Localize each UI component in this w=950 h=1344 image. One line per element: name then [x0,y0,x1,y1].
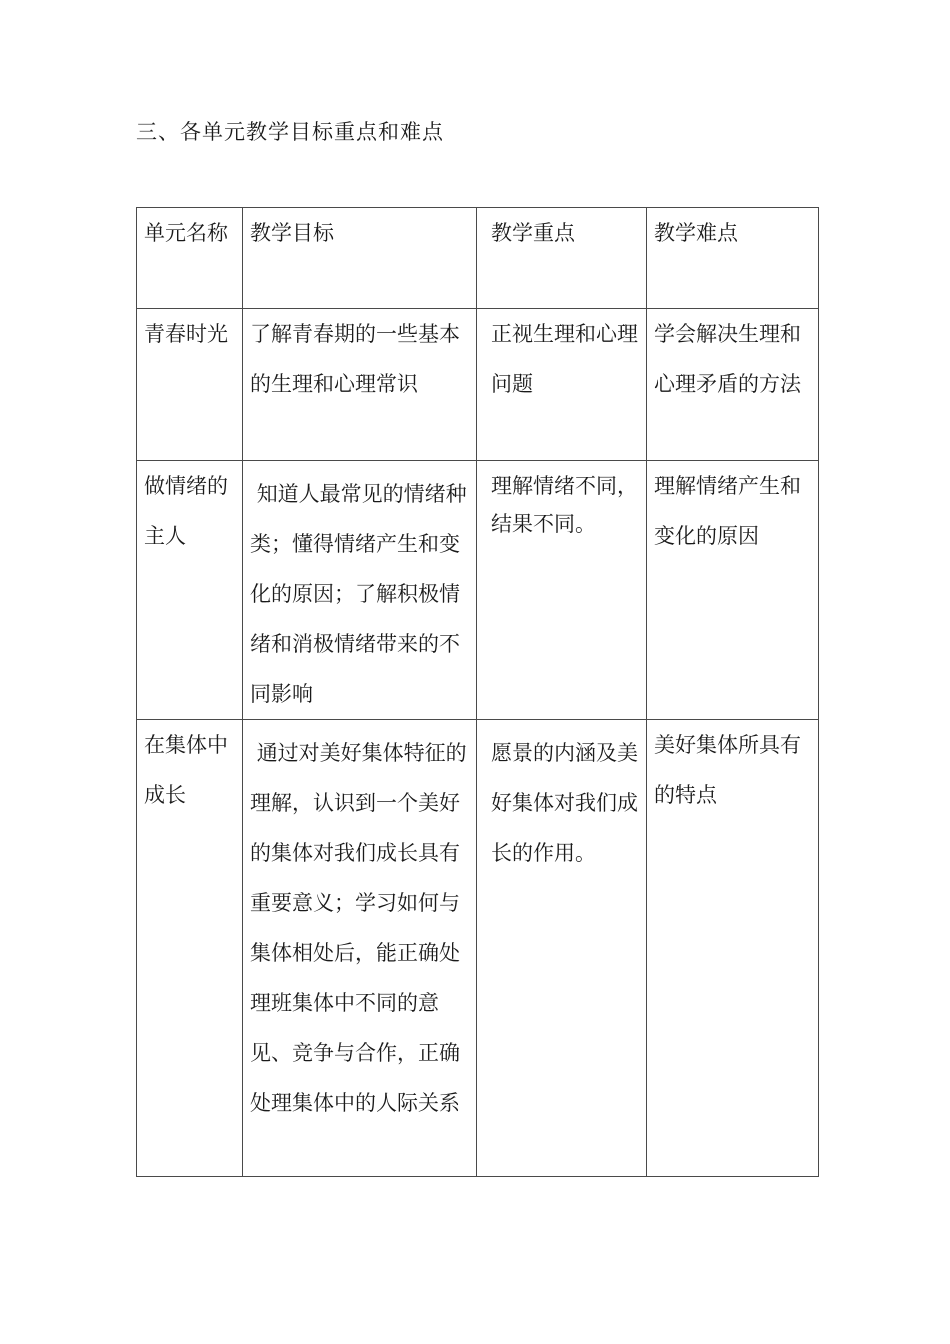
cell-key-point: 正视生理和心理问题 [477,309,647,461]
cell-teaching-goal: 了解青春期的一些基本的生理和心理常识 [243,309,477,461]
cell-difficulty: 理解情绪产生和变化的原因 [647,461,819,720]
cell-key-point [477,461,647,720]
cell-unit-name: 在集体中成长 [137,720,243,1177]
key-point-line-2: 结果不同。 [491,512,596,536]
cell-unit-name: 做情绪的主人 [137,461,243,720]
header-teaching-goal: 教学目标 [243,208,477,309]
header-unit-name: 单元名称 [137,208,243,309]
unit-objectives-table [136,207,819,1177]
key-point-line-1: 理解情绪不同， [491,474,638,498]
cell-unit-name: 青春时光 [137,309,243,461]
header-key-point: 教学重点 [477,208,647,309]
cell-difficulty: 学会解决生理和心理矛盾的方法 [647,309,819,461]
cell-key-point: 愿景的内涵及美好集体对我们成长的作用。 [477,720,647,1177]
table-row [137,461,819,720]
table-row [137,309,819,461]
cell-teaching-goal: 知道人最常见的情绪种类；懂得情绪产生和变化的原因；了解积极情绪和消极情绪带来的不同影响 [243,461,477,720]
table-header-row [137,208,819,309]
cell-difficulty: 美好集体所具有的特点 [647,720,819,1177]
table-row [137,720,819,1177]
section-heading: 三、各单元教学目标重点和难点 [136,120,444,144]
cell-teaching-goal: 通过对美好集体特征的理解，认识到一个美好的集体对我们成长具有重要意义；学习如何与集体相处后，能正确处理班集体中不同的意见、竞争与合作，正确处理集体中的人际关系 [243,720,477,1177]
header-difficulty: 教学难点 [647,208,819,309]
